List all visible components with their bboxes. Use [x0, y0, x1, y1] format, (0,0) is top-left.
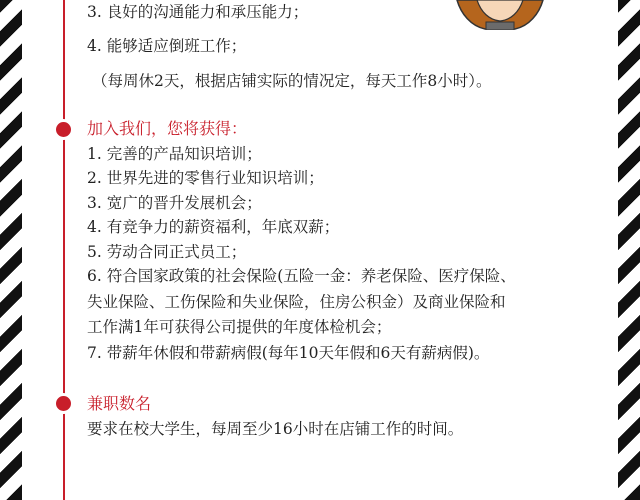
- benefit-item: 5. 劳动合同正式员工；: [87, 243, 247, 261]
- benefit-item: 1. 完善的产品知识培训；: [87, 145, 262, 163]
- requirement-item: 4. 能够适应倒班工作；: [87, 37, 247, 55]
- benefit-item: 2. 世界先进的零售行业知识培训；: [87, 169, 324, 187]
- right-stripe-border: [618, 0, 640, 500]
- benefits-heading: 加入我们，您将获得：: [87, 119, 248, 138]
- mascot-illustration: [455, 0, 545, 30]
- benefit-item: 7. 带薪年休假和带薪病假(每年10天年假和6天有薪病假)。: [87, 344, 490, 362]
- benefit-item: 4. 有竞争力的薪资福利，年底双薪；: [87, 218, 340, 236]
- timeline-dot-part-time: [56, 396, 71, 411]
- timeline-dot-benefits: [56, 122, 71, 137]
- requirement-note: （每周休2天，根据店铺实际的情况定，每天工作8小时）。: [92, 72, 492, 90]
- timeline-line: [63, 0, 65, 500]
- benefit-item: 3. 宽广的晋升发展机会；: [87, 194, 262, 212]
- benefit-item: 6. 符合国家政策的社会保险(五险一金：养老保险、医疗保险、: [87, 267, 516, 285]
- part-time-heading: 兼职数名: [87, 394, 152, 413]
- part-time-text: 要求在校大学生，每周至少16小时在店铺工作的时间。: [87, 420, 464, 438]
- requirement-item: 3. 良好的沟通能力和承压能力；: [87, 3, 309, 21]
- left-stripe-border: [0, 0, 22, 500]
- benefit-item: 工作满1年可获得公司提供的年度体检机会；: [87, 318, 392, 336]
- benefit-item: 失业保险、工伤保险和失业保险，住房公积金）及商业保险和: [87, 293, 506, 311]
